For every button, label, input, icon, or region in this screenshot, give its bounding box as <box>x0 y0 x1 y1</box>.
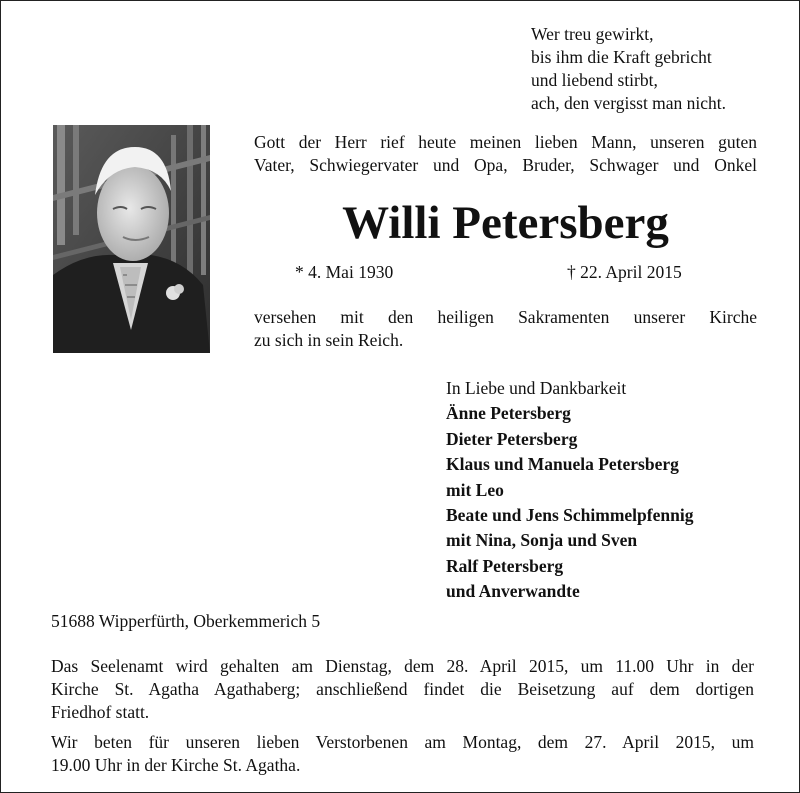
funeral-info <box>51 655 754 724</box>
poem-line: und liebend stirbt, <box>531 70 658 90</box>
family-member: Dieter Petersberg <box>446 428 578 449</box>
sacraments-line: versehen mit den heiligen Sakramenten unserer Kirche <box>254 307 757 327</box>
intro-line: Gott der Herr rief heute meinen lieben Mann, unseren guten <box>254 132 757 152</box>
family-member: Beate und Jens Schimmelpfennig <box>446 504 694 525</box>
poem-line: ach, den vergisst man nicht. <box>531 93 727 113</box>
family-signature <box>446 376 693 605</box>
deceased-name: Willi Petersberg <box>342 197 669 249</box>
sacraments-text <box>254 306 757 352</box>
family-member: mit Nina, Sonja und Sven <box>446 530 638 551</box>
intro-line: Vater, Schwiegervater und Opa, Bruder, Schwager und Onkel <box>254 155 757 175</box>
poem-line: bis ihm die Kraft gebricht <box>531 47 712 67</box>
poem <box>531 23 726 115</box>
birth-date: * 4. Mai 1930 <box>295 262 394 282</box>
poem-line: Wer treu gewirkt, <box>531 24 654 44</box>
family-member: Änne Petersberg <box>446 403 571 424</box>
address: 51688 Wipperfürth, Oberkemmerich 5 <box>51 611 321 631</box>
prayer-line: Wir beten für unseren lieben Verstorbenen am Montag, dem 27. April 2015, um <box>51 732 754 752</box>
intro-text <box>254 131 757 177</box>
funeral-line: Das Seelenamt wird gehalten am Dienstag, dem 28. April 2015, um 11.00 Uhr in der <box>51 656 754 676</box>
family-intro: In Liebe und Dankbarkeit <box>446 378 627 398</box>
family-member: Klaus und Manuela Petersberg <box>446 454 679 475</box>
death-date: † 22. April 2015 <box>567 262 682 282</box>
funeral-line: Friedhof statt. <box>51 702 150 722</box>
family-member: und Anverwandte <box>446 581 580 602</box>
family-member: mit Leo <box>446 479 504 500</box>
prayer-info <box>51 731 754 777</box>
funeral-line: Kirche St. Agatha Agathaberg; anschließend findet die Beisetzung auf dem dortigen <box>51 679 754 699</box>
portrait-photo <box>53 125 210 353</box>
family-member: Ralf Petersberg <box>446 555 564 576</box>
prayer-line: 19.00 Uhr in der Kirche St. Agatha. <box>51 755 301 775</box>
sacraments-line: zu sich in sein Reich. <box>254 330 404 350</box>
